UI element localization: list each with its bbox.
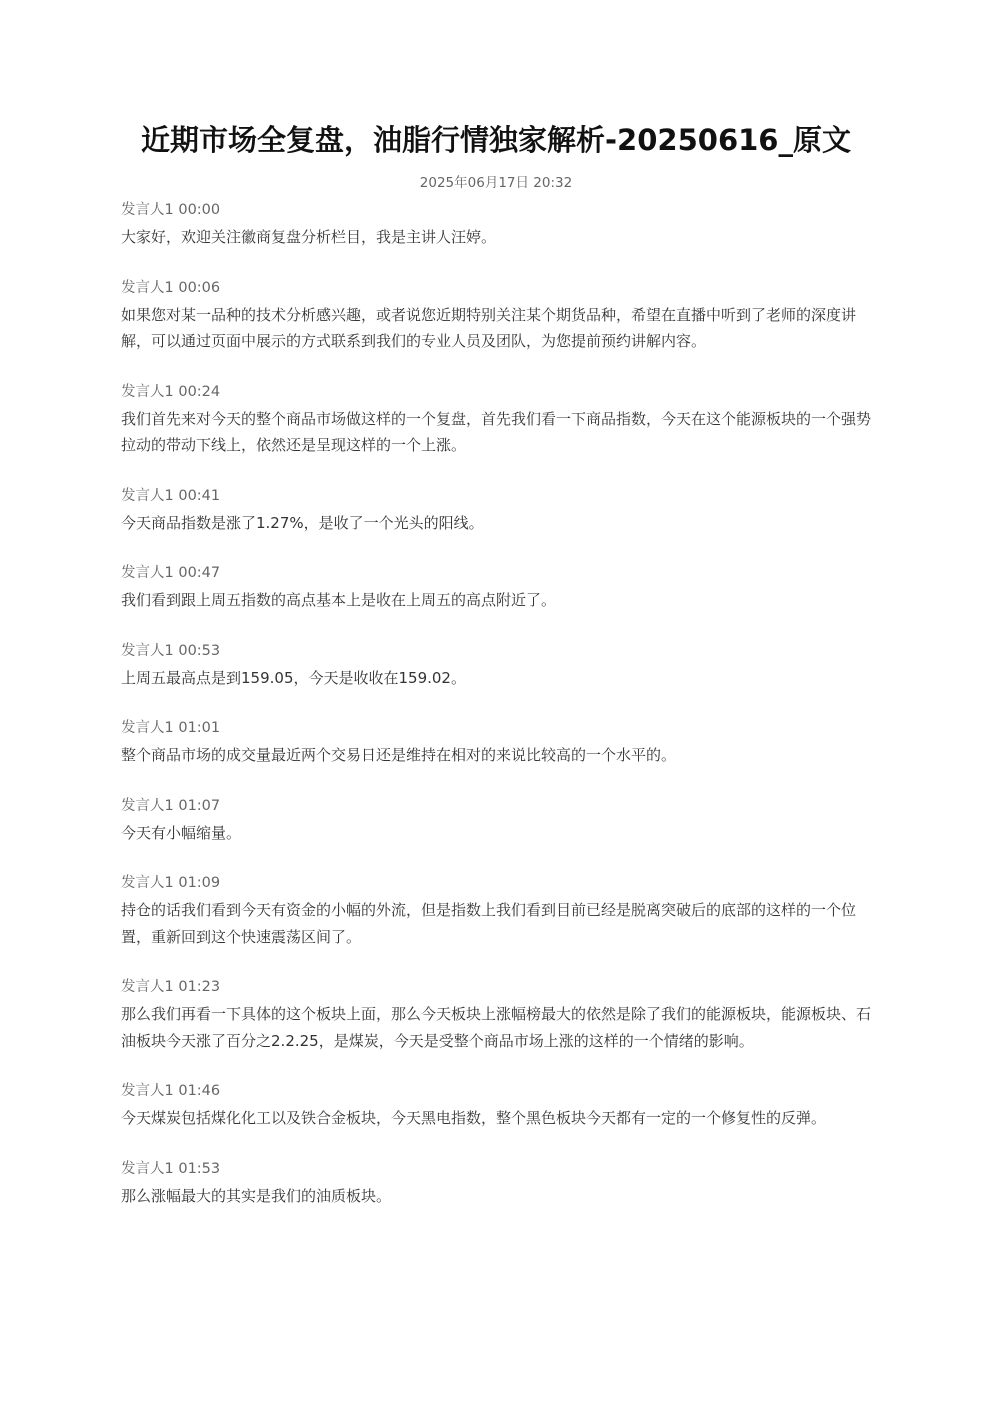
speaker-name: 发言人1 [121,279,174,296]
speaker-name: 发言人1 [121,875,174,891]
timestamp: 00:00 [178,202,221,218]
transcript-entry [121,717,873,769]
document-title: 近期市场全复盘，油脂行情独家解析-20250616_原文 [141,123,851,157]
speaker-timestamp [121,485,873,507]
speech-text: 我们看到跟上周五指数的高点基本上是收在上周五的高点附近了。 [121,591,557,609]
transcript-entry [121,1080,873,1132]
transcript-entry [121,872,873,950]
timestamp: 01:53 [178,1160,221,1177]
timestamp: 01:46 [178,1083,221,1099]
speech-text: 整个商品市场的成交量最近两个交易日还是维持在相对的来说比较高的一个水平的。 [121,746,677,764]
speech-text: 那么我们再看一下具体的这个板块上面，那么今天板块上涨幅榜最大的依然是除了我们的能源板块，能源板块、石油板块今天涨了百分之2.2.25，是煤炭，今天是受整个商品市场上涨的这样的一个情绪的影响。 [121,1005,872,1050]
speech-text: 大家好，欢迎关注徽商复盘分析栏目，我是主讲人汪婷。 [121,228,497,246]
speaker-name: 发言人1 [121,1160,174,1177]
speech-text: 今天煤炭包括煤化化工以及铁合金板块，今天黑电指数，整个黑色板块今天都有一定的一个修复性的反弹。 [121,1109,827,1127]
speaker-timestamp [121,562,873,584]
timestamp: 00:06 [178,279,221,296]
speaker-timestamp [121,717,873,739]
speaker-name: 发言人1 [121,383,174,400]
speech-text: 我们首先来对今天的整个商品市场做这样的一个复盘，首先我们看一下商品指数，今天在这个能源板块的一个强势拉动的带动下线上，依然还是呈现这样的一个上涨。 [121,409,872,454]
speaker-timestamp [121,795,873,817]
speaker-name: 发言人1 [121,487,174,504]
transcript [121,199,873,1235]
speaker-name: 发言人1 [121,720,174,736]
speech-text: 今天商品指数是涨了1.27%，是收了一个光头的阳线。 [121,513,484,532]
timestamp: 01:01 [178,720,221,736]
speaker-name: 发言人1 [121,979,174,995]
speech-text: 那么涨幅最大的其实是我们的油质板块。 [121,1186,392,1205]
speaker-timestamp [121,872,873,894]
transcript-entry [121,795,873,847]
transcript-entry [121,277,873,355]
timestamp: 00:24 [178,383,221,400]
speaker-timestamp [121,1158,873,1180]
speaker-timestamp [121,1080,873,1102]
transcript-entry [121,976,873,1054]
transcript-entry [121,562,873,614]
speaker-name: 发言人1 [121,642,174,659]
speaker-name: 发言人1 [121,202,174,218]
transcript-entry [121,199,873,251]
transcript-entry [121,485,873,537]
speaker-name: 发言人1 [121,565,174,581]
speaker-timestamp [121,199,873,221]
timestamp: 00:53 [178,642,221,659]
speaker-name: 发言人1 [121,797,174,814]
speaker-timestamp [121,640,873,662]
document-datetime: 2025年06月17日 20:32 [419,175,573,191]
transcript-entry [121,1158,873,1210]
timestamp: 00:41 [178,487,221,504]
speaker-timestamp [121,976,873,998]
timestamp: 00:47 [178,565,221,581]
transcript-entry [121,381,873,459]
speech-text: 持仓的话我们看到今天有资金的小幅的外流，但是指数上我们看到目前已经是脱离突破后的底部的这样的一个位置，重新回到这个快速震荡区间了。 [121,901,857,946]
speech-text: 上周五最高点是到159.05，今天是收收在159.02。 [121,668,466,687]
speaker-name: 发言人1 [121,1083,174,1099]
transcript-entry [121,640,873,692]
timestamp: 01:23 [178,979,221,995]
speaker-timestamp [121,277,873,299]
timestamp: 01:09 [178,875,221,891]
timestamp: 01:07 [178,797,221,814]
speech-text: 如果您对某一品种的技术分析感兴趣，或者说您近期特别关注某个期货品种，希望在直播中听到了老师的深度讲解，可以通过页面中展示的方式联系到我们的专业人员及团队，为您提前预约讲解内容。 [121,305,857,350]
speaker-timestamp [121,381,873,403]
speech-text: 今天有小幅缩量。 [121,823,242,842]
